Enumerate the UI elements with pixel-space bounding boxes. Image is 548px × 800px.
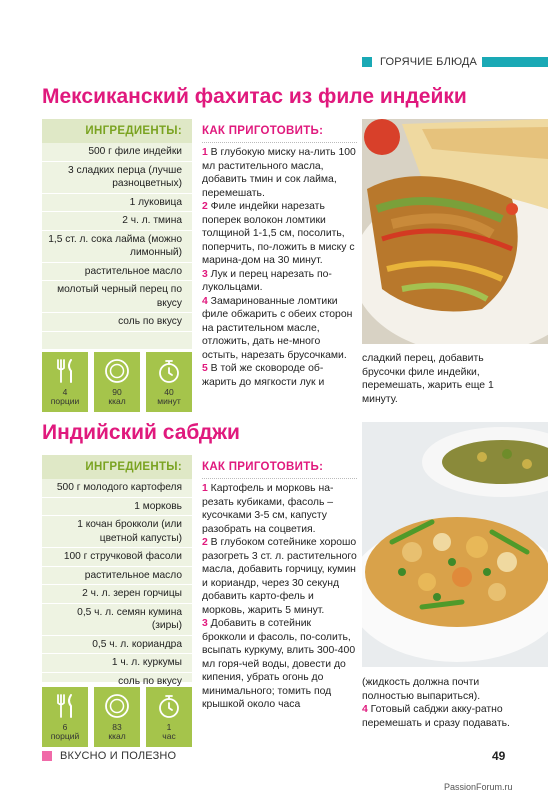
step-number: 1 [202, 147, 208, 158]
step-text: В глубокую миску на-лить 100 мл растительного масла, добавить тмин и сок лайма, перемешать. [202, 147, 356, 199]
recipe1-method-heading: КАК ПРИГОТОВИТЬ: [202, 119, 357, 143]
recipe1-ingredients-heading: ИНГРЕДИЕНТЫ: [42, 119, 192, 143]
step-text: Добавить в сотейник брокколи и фасоль, по-солить, всыпать куркуму, влить 300-400 мл горя-чей воды, довести до кипения, убрать огонь до минимального; томить под крышкой около часа [202, 618, 356, 710]
step-number: 4 [202, 295, 208, 307]
calories-value: 90 [112, 387, 122, 397]
time-badge [146, 687, 192, 747]
timer-icon [156, 693, 182, 719]
cutlery-icon [52, 358, 78, 384]
ingredient-item: растительное масло [42, 263, 192, 282]
servings-unit: порции [50, 396, 80, 406]
ingredient-item: молотый черный перец по вкусу [42, 281, 192, 313]
recipe2-continuation [362, 676, 522, 730]
recipe2-badges [42, 687, 192, 747]
ingredient-item: 2 ч. л. тмина [42, 212, 192, 231]
calories-badge [94, 687, 140, 747]
servings-badge [42, 352, 88, 412]
time-badge [146, 352, 192, 412]
time-value: 1 [166, 722, 172, 732]
calories-value: 83 [112, 722, 122, 732]
recipe1-badges [42, 352, 192, 412]
section-square-icon [362, 57, 372, 67]
ingredient-item: 1 морковь [42, 498, 192, 517]
ingredient-item: соль по вкусу [42, 673, 192, 692]
watermark: PassionForum.ru [444, 782, 513, 792]
ingredient-item: 0,5 ч. л. кориандра [42, 636, 192, 655]
step-text: Филе индейки нарезать поперек волокон ломтики толщиной 1-1,5 см, посолить, поперчить, по-ложить в миску с марина-дом на 30 минут. [202, 201, 355, 266]
step-number: 1 [202, 483, 208, 494]
sabji-photo [362, 422, 548, 667]
step-number: 4 [362, 704, 368, 715]
footer-square-icon [42, 751, 52, 761]
step-text: Картофель и морковь на-резать кубиками, фасоль – кусочками 3-5 см, капусту разобрать на соцветия. [202, 483, 334, 535]
recipe2-steps [202, 482, 357, 712]
ingredient-item: 2 ч. л. зерен горчицы [42, 585, 192, 604]
servings-value: 4 [62, 387, 68, 397]
recipe2-ingredients [42, 455, 192, 687]
recipe1-continuation: сладкий перец, добавить брусочки филе индейки, перемешать, жарить еще 1 минуту. [362, 353, 494, 405]
continuation-text: (жидкость должна почти полностью выпариться). [362, 677, 481, 702]
fajitas-photo [362, 119, 548, 344]
calories-unit: ккал [108, 731, 126, 741]
step-text: Лук и перец нарезать по-лукольцами. [202, 268, 332, 293]
page-number: 49 [492, 749, 506, 763]
step-number: 2 [202, 201, 208, 212]
footer-tag-label: ВКУСНО И ПОЛЕЗНО [60, 750, 177, 762]
ingredient-item: 1,5 ст. л. сока лайма (можно лимонный) [42, 231, 192, 263]
step-number: 2 [202, 537, 208, 548]
recipe2-method-heading: КАК ПРИГОТОВИТЬ: [202, 455, 357, 479]
footer-tag [42, 750, 176, 762]
step-number: 3 [202, 618, 208, 629]
step-text: Замаринованные ломтики филе обжарить с обеих сторон на растительном масле, отложить, дать не-много остыть, нарезать брусочками. [202, 295, 353, 361]
section-tag-label: ГОРЯЧИЕ БЛЮДА [380, 56, 478, 68]
step-text: В той же сковороде об-жарить до мягкости лук и [202, 363, 325, 388]
cutlery-icon [52, 693, 78, 719]
time-unit: минут [157, 396, 181, 406]
ingredient-item: соль по вкусу [42, 313, 192, 332]
recipe1-ingredients [42, 119, 192, 349]
plate-icon [104, 693, 130, 719]
calories-unit: ккал [108, 396, 126, 406]
ingredient-item: 500 г молодого картофеля [42, 479, 192, 498]
timer-icon [156, 358, 182, 384]
section-tag [362, 55, 477, 69]
recipe2-method [202, 455, 357, 712]
servings-badge [42, 687, 88, 747]
recipe2-title: Индийский сабджи [42, 421, 240, 444]
time-value: 40 [164, 387, 174, 397]
step-text: Готовый сабджи акку-ратно перемешать и сразу подавать. [362, 704, 510, 729]
recipe1-title: Мексиканский фахитас из филе индейки [42, 85, 467, 108]
step-text: В глубоком сотейнике хорошо разогреть 3 ст. л. растительного масла, добавить горчицу, кумин и кориандр, через 30 секунд добавить карто-фель и морковь, жарить 5 минут. [202, 537, 357, 616]
section-bar [482, 57, 548, 67]
recipe1-method [202, 119, 357, 389]
ingredient-item: 500 г филе индейки [42, 143, 192, 162]
ingredient-item: 3 сладких перца (лучше разноцветных) [42, 162, 192, 194]
ingredient-item: 1 луковица [42, 194, 192, 213]
servings-value: 6 [62, 722, 68, 732]
calories-badge [94, 352, 140, 412]
recipe2-ingredients-heading: ИНГРЕДИЕНТЫ: [42, 455, 192, 479]
step-number: 5 [202, 363, 208, 374]
ingredient-item: 100 г стручковой фасоли [42, 548, 192, 567]
ingredient-item: 1 ч. л. куркумы [42, 654, 192, 673]
plate-icon [104, 358, 130, 384]
time-unit: час [162, 731, 176, 741]
ingredient-item: 0,5 ч. л. семян кумина (зиры) [42, 604, 192, 636]
servings-unit: порций [50, 731, 80, 741]
step-number: 3 [202, 268, 208, 280]
ingredient-item: растительное масло [42, 567, 192, 586]
ingredient-item: 1 кочан брокколи (или цветной капусты) [42, 516, 192, 548]
recipe1-steps [202, 146, 357, 389]
